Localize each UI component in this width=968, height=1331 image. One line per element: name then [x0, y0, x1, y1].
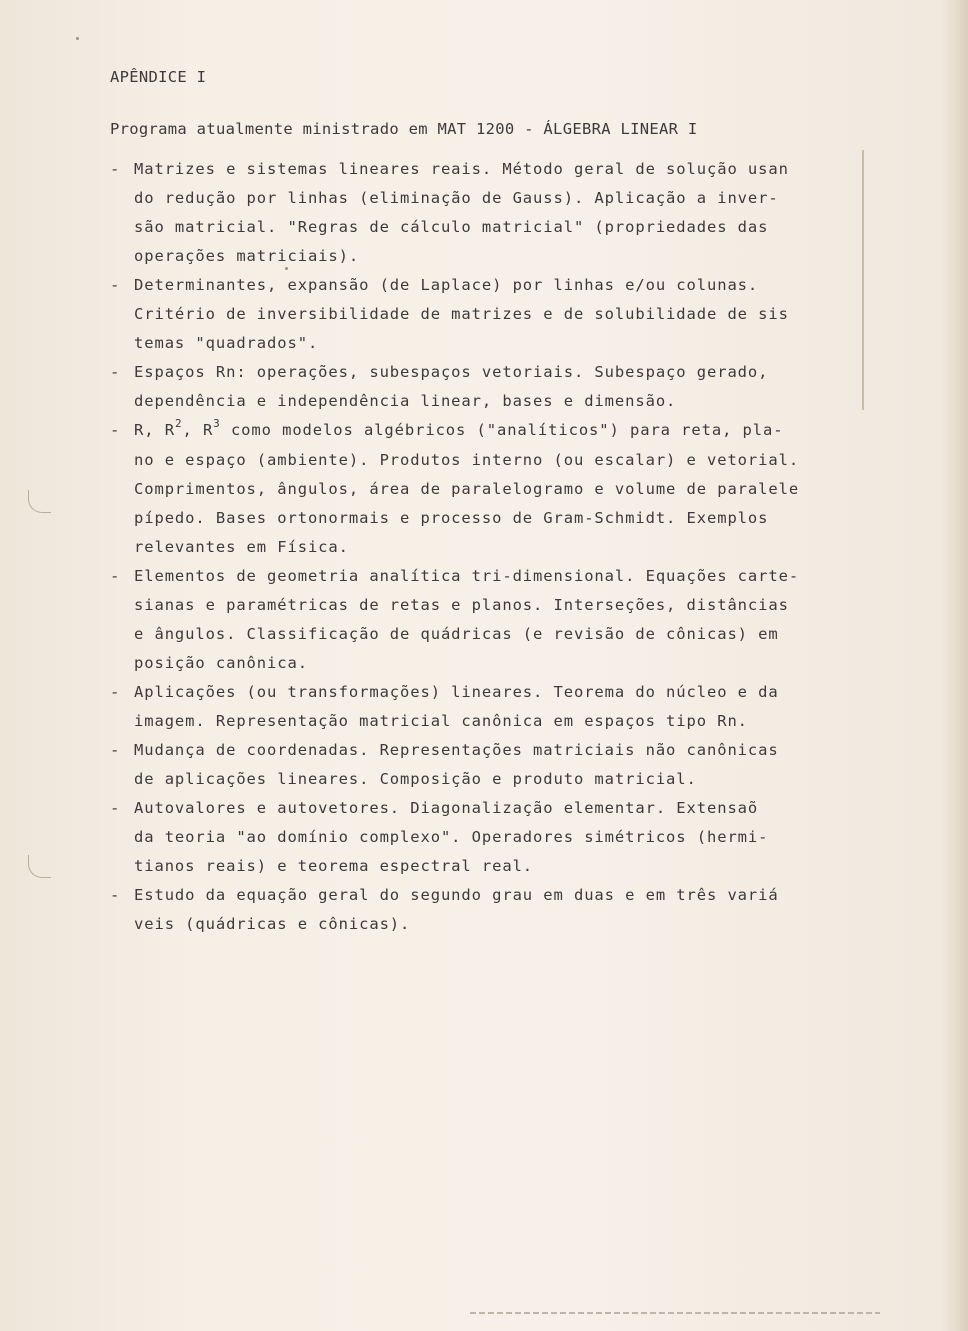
- list-item: [110, 736, 900, 794]
- r2-exponent: 2: [174, 417, 183, 430]
- item-line-with-superscripts: R, $R^2$, $R^3$ como modelos algébricos ("analíticos") para reta, pla-: [134, 417, 784, 439]
- item-line: Espaços Rn: operações, subespaços vetoriais. Subespaço gerado,: [134, 363, 769, 381]
- list-item: [110, 794, 900, 881]
- item-line: Critério de inversibilidade de matrizes e de solubilidade de sis: [134, 305, 789, 323]
- item-line-rest: como modelos algébricos ("analíticos") para reta, pla-: [230, 421, 784, 439]
- item-line: dependência e independência linear, bases e dimensão.: [134, 392, 677, 410]
- r2-base: R: [164, 421, 175, 439]
- topic-list: [110, 155, 900, 939]
- appendix-heading: APÊNDICE I: [110, 68, 207, 86]
- item-line: pípedo. Bases ortonormais e processo de Gram-Schmidt. Exemplos: [134, 509, 769, 527]
- list-item: [110, 271, 900, 358]
- item-line: Mudança de coordenadas. Representações matriciais não canônicas: [134, 741, 779, 759]
- item-line: Aplicações (ou transformações) lineares. Teorema do núcleo e da: [134, 683, 779, 701]
- item-line: da teoria "ao domínio complexo". Operadores simétricos (hermi-: [134, 828, 769, 846]
- item-line: temas "quadrados".: [134, 334, 319, 352]
- r3-base: R: [202, 421, 214, 439]
- punch-hole-mark: [28, 490, 51, 513]
- item-line: Elementos de geometria analítica tri-dimensional. Equações carte-: [134, 567, 800, 585]
- bullet-dash: -: [110, 741, 120, 759]
- page-bottom-rule: [470, 1312, 880, 1314]
- item-line: tianos reais) e teorema espectral real.: [134, 857, 534, 875]
- bullet-dash: -: [110, 160, 120, 178]
- item-line: Autovalores e autovetores. Diagonalização elementar. Extensaõ: [134, 799, 759, 817]
- bullet-dash: -: [110, 363, 120, 381]
- bullet-dash: -: [110, 421, 120, 439]
- item-line: Matrizes e sistemas lineares reais. Método geral de solução usan: [134, 160, 789, 178]
- margin-revision-line: [862, 150, 864, 410]
- item-line: e ângulos. Classificação de quádricas (e revisão de cônicas) em: [134, 625, 779, 643]
- list-item: [110, 416, 900, 562]
- item-line: Comprimentos, ângulos, área de paralelogramo e volume de paralele: [134, 480, 800, 498]
- r3-exponent: 3: [213, 417, 221, 430]
- r-symbol: R,: [134, 421, 155, 439]
- program-subtitle: Programa atualmente ministrado em MAT 1200 - ÁLGEBRA LINEAR I: [110, 120, 698, 138]
- item-line: no e espaço (ambiente). Produtos interno (ou escalar) e vetorial.: [134, 451, 800, 469]
- page-edge-shadow: [940, 0, 968, 1331]
- item-line: de aplicações lineares. Composição e produto matricial.: [134, 770, 697, 788]
- list-item: [110, 155, 900, 271]
- item-line: Determinantes, expansão (de Laplace) por linhas e/ou colunas.: [134, 276, 759, 294]
- item-line: relevantes em Física.: [134, 538, 349, 556]
- item-line: do redução por linhas (eliminação de Gauss). Aplicação a inver-: [134, 189, 779, 207]
- item-line: são matricial. "Regras de cálculo matricial" (propriedades das: [134, 218, 769, 236]
- item-line: Estudo da equação geral do segundo grau em duas e em três variá: [134, 886, 779, 904]
- item-line: imagem. Representação matricial canônica em espaços tipo Rn.: [134, 712, 748, 730]
- bullet-dash: -: [110, 683, 120, 701]
- bullet-dash: -: [110, 567, 120, 585]
- paper-speck: [76, 37, 79, 40]
- item-line: posição canônica.: [134, 654, 308, 672]
- list-item: [110, 881, 900, 939]
- punch-hole-mark: [28, 855, 51, 878]
- list-item: [110, 358, 900, 416]
- item-line: sianas e paramétricas de retas e planos. Interseções, distâncias: [134, 596, 789, 614]
- paper-speck: [285, 267, 288, 270]
- list-item: [110, 562, 900, 678]
- bullet-dash: -: [110, 886, 120, 904]
- item-line: operações matriciais).: [134, 247, 360, 265]
- bullet-dash: -: [110, 799, 120, 817]
- bullet-dash: -: [110, 276, 120, 294]
- list-item: [110, 678, 900, 736]
- item-line: veis (quádricas e cônicas).: [134, 915, 411, 933]
